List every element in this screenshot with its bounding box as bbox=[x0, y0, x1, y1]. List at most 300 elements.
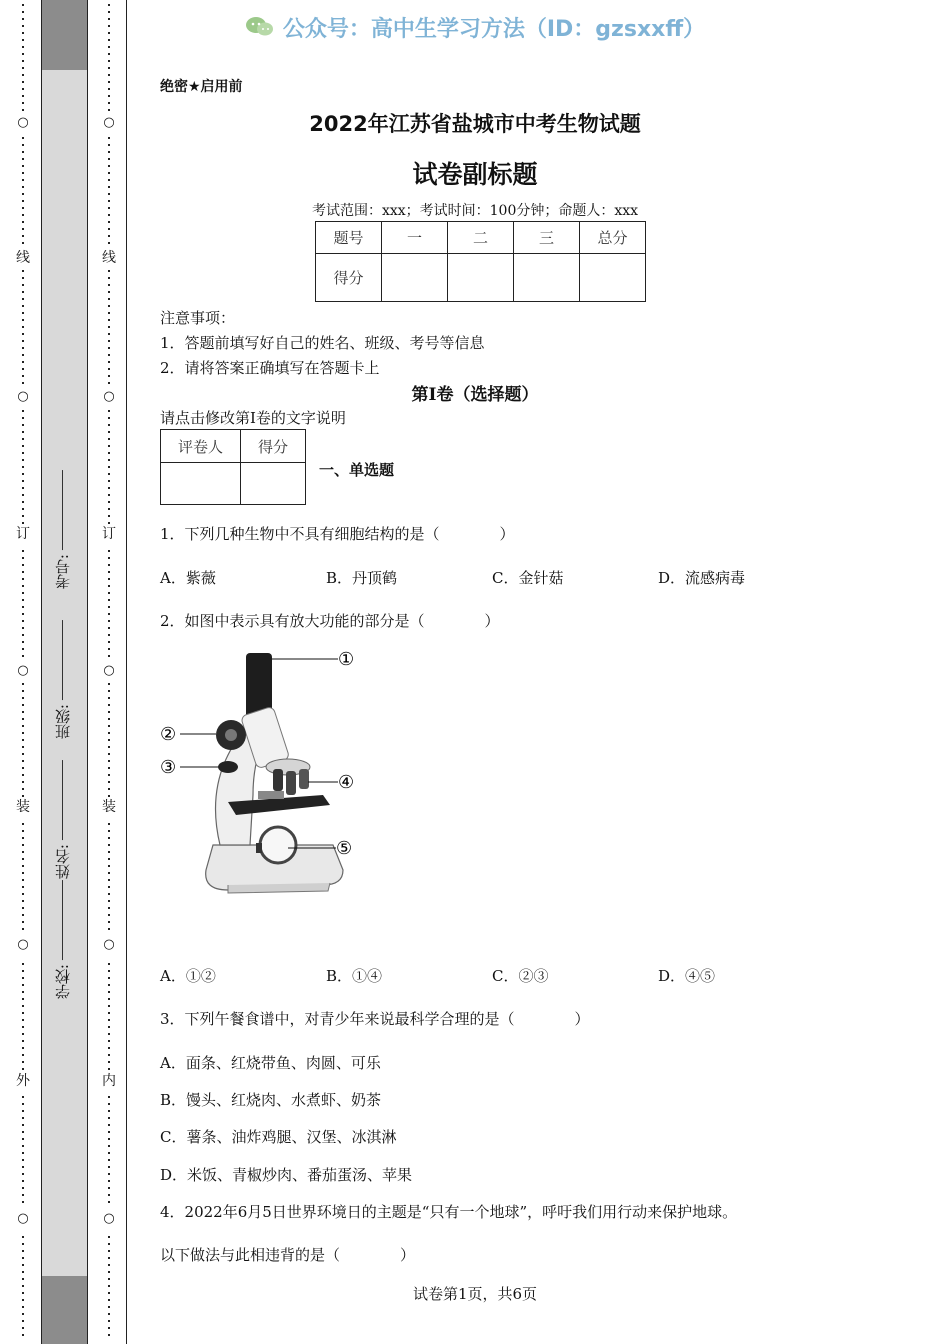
seal-dot bbox=[108, 1054, 110, 1056]
seal-dot bbox=[108, 102, 110, 104]
seal-dot bbox=[108, 1187, 110, 1189]
outer-mark-wai: 外 bbox=[16, 1073, 30, 1089]
seal-dot bbox=[22, 690, 24, 692]
seal-dot bbox=[108, 620, 110, 622]
seal-dot bbox=[22, 242, 24, 244]
seal-dot bbox=[22, 970, 24, 972]
seal-dot bbox=[108, 914, 110, 916]
seal-dot bbox=[22, 879, 24, 881]
seal-dot bbox=[108, 781, 110, 783]
inner-mark-xian: 线 bbox=[102, 250, 116, 266]
school-field[interactable] bbox=[52, 880, 82, 999]
seal-dot bbox=[22, 606, 24, 608]
label-5: ⑤ bbox=[336, 838, 353, 859]
seal-dot bbox=[22, 592, 24, 594]
question-1-option-c[interactable]: C．金针菇 bbox=[492, 569, 564, 587]
wechat-icon bbox=[245, 15, 275, 45]
seal-dot bbox=[22, 788, 24, 790]
seal-dot bbox=[108, 193, 110, 195]
seal-dot bbox=[108, 557, 110, 559]
section-title: 第I卷（选择题） bbox=[411, 385, 539, 405]
seal-dot bbox=[108, 1306, 110, 1308]
seal-dot bbox=[22, 326, 24, 328]
seal-dot bbox=[22, 781, 24, 783]
inner-circle-2: ○ bbox=[103, 389, 115, 404]
seal-dot bbox=[22, 641, 24, 643]
seal-dot bbox=[22, 291, 24, 293]
seal-dot bbox=[108, 858, 110, 860]
seal-dot bbox=[108, 53, 110, 55]
outer-circle-1: ○ bbox=[17, 115, 29, 130]
seal-dot bbox=[22, 613, 24, 615]
seal-dot bbox=[108, 970, 110, 972]
inner-circle-4: ○ bbox=[103, 937, 115, 952]
seal-dot bbox=[108, 340, 110, 342]
seal-dot bbox=[22, 347, 24, 349]
seal-dot bbox=[108, 326, 110, 328]
seal-dot bbox=[108, 879, 110, 881]
outer-circle-3: ○ bbox=[17, 663, 29, 678]
seal-dot bbox=[108, 1096, 110, 1098]
grader-score-header: 得分 bbox=[241, 430, 306, 463]
seal-dot bbox=[108, 368, 110, 370]
seal-dot bbox=[108, 991, 110, 993]
seal-dot bbox=[108, 1152, 110, 1154]
seal-dot bbox=[108, 284, 110, 286]
seal-dot bbox=[108, 704, 110, 706]
seal-dot bbox=[22, 550, 24, 552]
seal-dot bbox=[22, 487, 24, 489]
seal-dot bbox=[108, 431, 110, 433]
seal-dot bbox=[108, 466, 110, 468]
inner-mark-nei: 内 bbox=[102, 1073, 116, 1089]
question-2-option-c[interactable]: C．②③ bbox=[492, 967, 549, 985]
seal-dot bbox=[22, 438, 24, 440]
seal-dot bbox=[22, 4, 24, 6]
grader-score-cell[interactable] bbox=[241, 463, 306, 505]
seal-dot bbox=[108, 599, 110, 601]
coarse-knob-center bbox=[225, 729, 237, 741]
outer-mark-xian: 线 bbox=[16, 250, 30, 266]
seal-dot bbox=[22, 1068, 24, 1070]
seal-dot bbox=[108, 872, 110, 874]
seal-dot bbox=[22, 872, 24, 874]
seal-dot bbox=[22, 319, 24, 321]
seal-dot bbox=[108, 1180, 110, 1182]
question-2-option-d[interactable]: D．④⑤ bbox=[658, 967, 716, 985]
seal-dot bbox=[22, 417, 24, 419]
seal-dot bbox=[22, 865, 24, 867]
seal-dot bbox=[22, 1040, 24, 1042]
seal-dot bbox=[22, 1026, 24, 1028]
class-field[interactable] bbox=[52, 620, 82, 739]
seal-dot bbox=[108, 634, 110, 636]
exam-subtitle: 试卷副标题 bbox=[412, 160, 538, 189]
seal-dot bbox=[22, 900, 24, 902]
seal-dot bbox=[108, 305, 110, 307]
grader-cell[interactable] bbox=[161, 463, 241, 505]
seal-dot bbox=[108, 1243, 110, 1245]
seal-dot bbox=[22, 1019, 24, 1021]
score-cell[interactable] bbox=[382, 254, 448, 302]
seal-dot bbox=[22, 1194, 24, 1196]
seal-dot bbox=[108, 1194, 110, 1196]
section-heading: 一、单选题 bbox=[319, 461, 395, 479]
seal-dot bbox=[22, 445, 24, 447]
seal-dot bbox=[108, 1012, 110, 1014]
seal-dot bbox=[22, 1131, 24, 1133]
seal-dot bbox=[108, 74, 110, 76]
seal-dot bbox=[22, 494, 24, 496]
exam-number-label: 考号: bbox=[54, 554, 72, 590]
seal-dot bbox=[22, 683, 24, 685]
seal-dot bbox=[108, 151, 110, 153]
seal-dot bbox=[22, 1117, 24, 1119]
seal-dot bbox=[108, 1173, 110, 1175]
seal-dot bbox=[108, 487, 110, 489]
seal-dot bbox=[108, 893, 110, 895]
grader-header: 评卷人 bbox=[161, 430, 241, 463]
seal-dot bbox=[108, 564, 110, 566]
seal-dot bbox=[108, 459, 110, 461]
seal-dot bbox=[108, 410, 110, 412]
seal-dot bbox=[22, 81, 24, 83]
seal-dot bbox=[22, 1033, 24, 1035]
seal-dot bbox=[108, 1110, 110, 1112]
grader-table bbox=[160, 429, 306, 505]
seal-dot bbox=[108, 823, 110, 825]
seal-dot bbox=[22, 1054, 24, 1056]
seal-dot bbox=[22, 1012, 24, 1014]
seal-dot bbox=[108, 683, 110, 685]
question-2-stem: 2．如图中表示具有放大功能的部分是（ ） bbox=[160, 612, 500, 630]
seal-dot bbox=[108, 1068, 110, 1070]
seal-dot bbox=[108, 641, 110, 643]
objective-lens bbox=[299, 769, 309, 789]
score-row-label: 得分 bbox=[316, 254, 382, 302]
seal-dot bbox=[108, 1278, 110, 1280]
seal-dot bbox=[108, 690, 110, 692]
seal-dot bbox=[108, 417, 110, 419]
seal-dot bbox=[22, 1320, 24, 1322]
seal-dot bbox=[22, 1250, 24, 1252]
question-3-option-c[interactable]: C．薯条、油炸鸡腿、汉堡、冰淇淋 bbox=[160, 1128, 397, 1146]
seal-dot bbox=[108, 1047, 110, 1049]
seal-dot bbox=[108, 760, 110, 762]
seal-dot bbox=[22, 991, 24, 993]
question-4-stem-continued: 以下做法与此相违背的是（ ） bbox=[160, 1246, 416, 1264]
seal-dot bbox=[108, 963, 110, 965]
question-3-stem: 3．下列午餐食谱中，对青少年来说最科学合理的是（ ） bbox=[160, 1010, 590, 1028]
seal-dot bbox=[22, 977, 24, 979]
seal-dot bbox=[22, 998, 24, 1000]
seal-dot bbox=[22, 907, 24, 909]
seal-dot bbox=[108, 1257, 110, 1259]
question-3-option-d[interactable]: D．米饭、青椒炒肉、番茄蛋汤、苹果 bbox=[160, 1166, 413, 1184]
seal-dot bbox=[22, 284, 24, 286]
question-2-option-b[interactable]: B．①④ bbox=[326, 967, 383, 985]
seal-dot bbox=[22, 886, 24, 888]
question-3-option-a[interactable]: A．面条、红烧带鱼、肉圆、可乐 bbox=[160, 1054, 381, 1072]
seal-dot bbox=[108, 291, 110, 293]
seal-dot bbox=[22, 1061, 24, 1063]
seal-dot bbox=[22, 95, 24, 97]
seal-dot bbox=[22, 1180, 24, 1182]
score-table bbox=[315, 221, 646, 302]
seal-dot bbox=[108, 648, 110, 650]
score-cell[interactable] bbox=[448, 254, 514, 302]
score-cell[interactable] bbox=[580, 254, 646, 302]
seal-dot bbox=[22, 921, 24, 923]
seal-dot bbox=[108, 739, 110, 741]
seal-dot bbox=[108, 270, 110, 272]
question-1-stem: 1．下列几种生物中不具有细胞结构的是（ ） bbox=[160, 525, 515, 543]
seal-dot bbox=[22, 1166, 24, 1168]
seal-dot bbox=[22, 739, 24, 741]
seal-dot bbox=[108, 585, 110, 587]
seal-dot bbox=[22, 1201, 24, 1203]
seal-dot bbox=[22, 228, 24, 230]
score-header-cell: 一 bbox=[382, 222, 448, 254]
class-label: 班级: bbox=[54, 704, 72, 740]
seal-dot bbox=[108, 1334, 110, 1336]
notice-item-2: 2．请将答案正确填写在答题卡上 bbox=[160, 359, 380, 377]
objective-lens bbox=[286, 771, 296, 795]
seal-dot bbox=[108, 375, 110, 377]
seal-dot bbox=[108, 1327, 110, 1329]
seal-dot bbox=[108, 480, 110, 482]
seal-dot bbox=[22, 1327, 24, 1329]
seal-dot bbox=[108, 1320, 110, 1322]
seal-dot bbox=[108, 347, 110, 349]
seal-dot bbox=[22, 718, 24, 720]
seal-dot bbox=[22, 1005, 24, 1007]
question-2-option-a[interactable]: A．①② bbox=[160, 967, 216, 985]
outer-circle-5: ○ bbox=[17, 1211, 29, 1226]
seal-dot bbox=[22, 571, 24, 573]
seal-dot bbox=[108, 221, 110, 223]
seal-dot bbox=[108, 844, 110, 846]
seal-dot bbox=[108, 606, 110, 608]
seal-dot bbox=[108, 95, 110, 97]
label-2: ② bbox=[160, 724, 177, 745]
mirror-hinge bbox=[256, 843, 262, 853]
seal-dot bbox=[22, 410, 24, 412]
seal-dot bbox=[108, 795, 110, 797]
question-4-stem: 4．2022年6月5日世界环境日的主题是“只有一个地球”，呼吁我们用行动来保护地球。 bbox=[160, 1203, 738, 1221]
seal-dot bbox=[22, 522, 24, 524]
seal-dot bbox=[108, 319, 110, 321]
watermark-text: 公众号：高中生学习方法（ID：gzsxxff） bbox=[282, 17, 706, 42]
seal-dot bbox=[108, 592, 110, 594]
seal-dot bbox=[108, 277, 110, 279]
seal-dot bbox=[22, 928, 24, 930]
seal-dot bbox=[108, 4, 110, 6]
microscope-figure bbox=[158, 645, 368, 900]
seal-dot bbox=[108, 928, 110, 930]
seal-dot bbox=[22, 1236, 24, 1238]
seal-dot bbox=[22, 984, 24, 986]
inner-circle-3: ○ bbox=[103, 663, 115, 678]
seal-dot bbox=[108, 1313, 110, 1315]
seal-dot bbox=[22, 1110, 24, 1112]
seal-dot bbox=[108, 1166, 110, 1168]
section-description: 请点击修改第I卷的文字说明 bbox=[160, 409, 346, 427]
seal-dot bbox=[22, 46, 24, 48]
seal-dot bbox=[22, 1278, 24, 1280]
seal-dot bbox=[108, 424, 110, 426]
question-3-option-b[interactable]: B．馒头、红烧肉、水煮虾、奶茶 bbox=[160, 1091, 382, 1109]
class-underline bbox=[63, 620, 64, 700]
seal-dot bbox=[22, 501, 24, 503]
seal-dot bbox=[22, 361, 24, 363]
name-field[interactable] bbox=[52, 760, 82, 879]
seal-dot bbox=[108, 753, 110, 755]
seal-dot bbox=[22, 711, 24, 713]
seal-dot bbox=[108, 746, 110, 748]
seal-dot bbox=[22, 1334, 24, 1336]
seal-dot bbox=[108, 522, 110, 524]
name-underline bbox=[63, 760, 64, 840]
seal-dot bbox=[22, 354, 24, 356]
seal-dot bbox=[22, 578, 24, 580]
seal-dot bbox=[108, 1264, 110, 1266]
seal-dot bbox=[108, 732, 110, 734]
seal-dot bbox=[108, 921, 110, 923]
outer-circle-4: ○ bbox=[17, 937, 29, 952]
seal-dot bbox=[108, 550, 110, 552]
seal-dot bbox=[108, 515, 110, 517]
seal-dot bbox=[22, 795, 24, 797]
seal-dot bbox=[22, 1243, 24, 1245]
seal-dot bbox=[22, 459, 24, 461]
notice-title: 注意事项： bbox=[160, 309, 236, 327]
seal-dot bbox=[22, 648, 24, 650]
seal-dot bbox=[108, 865, 110, 867]
seal-dot bbox=[22, 767, 24, 769]
seal-dot bbox=[22, 557, 24, 559]
seal-dot bbox=[108, 508, 110, 510]
seal-dot bbox=[108, 1026, 110, 1028]
seal-dot bbox=[22, 424, 24, 426]
seal-dot bbox=[108, 1159, 110, 1161]
inner-circle-1: ○ bbox=[103, 115, 115, 130]
seal-dot bbox=[108, 886, 110, 888]
seal-dot bbox=[108, 655, 110, 657]
seal-dot bbox=[108, 1103, 110, 1105]
mirror bbox=[260, 827, 296, 863]
seal-dot bbox=[22, 564, 24, 566]
seal-dot bbox=[22, 851, 24, 853]
school-underline bbox=[63, 880, 64, 960]
seal-dot bbox=[108, 361, 110, 363]
seal-dot bbox=[108, 81, 110, 83]
score-header-cell: 题号 bbox=[316, 222, 382, 254]
seal-dot bbox=[22, 1173, 24, 1175]
inner-mark-zhuang: 装 bbox=[102, 799, 116, 815]
seal-dot bbox=[108, 774, 110, 776]
seal-dot bbox=[22, 1096, 24, 1098]
seal-dot bbox=[108, 67, 110, 69]
seal-dot bbox=[108, 1271, 110, 1273]
question-1-option-d[interactable]: D．流感病毒 bbox=[658, 569, 746, 587]
seal-dot bbox=[22, 620, 24, 622]
seal-dot bbox=[108, 1040, 110, 1042]
fine-knob bbox=[218, 761, 238, 773]
objective-lens bbox=[273, 769, 283, 791]
outer-mark-ding: 订 bbox=[16, 526, 30, 542]
seal-dot bbox=[22, 844, 24, 846]
seal-dot bbox=[22, 515, 24, 517]
question-1-option-b[interactable]: B．丹顶鹤 bbox=[326, 569, 398, 587]
score-header-cell: 总分 bbox=[580, 222, 646, 254]
seal-dot bbox=[108, 1201, 110, 1203]
exam-title: 2022年江苏省盐城市中考生物试题 bbox=[309, 112, 641, 136]
seal-dot bbox=[22, 298, 24, 300]
seal-dot bbox=[22, 151, 24, 153]
seal-dot bbox=[22, 452, 24, 454]
seal-dot bbox=[108, 578, 110, 580]
seal-dot bbox=[22, 585, 24, 587]
page-footer: 试卷第1页，共6页 bbox=[412, 1285, 538, 1303]
seal-dot bbox=[22, 340, 24, 342]
seal-dot bbox=[108, 452, 110, 454]
seal-dot bbox=[22, 1124, 24, 1126]
seal-dot bbox=[22, 1271, 24, 1273]
score-cell[interactable] bbox=[514, 254, 580, 302]
outer-circle-2: ○ bbox=[17, 389, 29, 404]
seal-dot bbox=[22, 914, 24, 916]
seal-dot bbox=[22, 1306, 24, 1308]
seal-dot bbox=[22, 753, 24, 755]
seal-dot bbox=[108, 1033, 110, 1035]
notice-item-1: 1．答题前填写好自己的姓名、班级、考号等信息 bbox=[160, 334, 485, 352]
confidential-label: 绝密★启用前 bbox=[160, 79, 243, 95]
seal-dot bbox=[22, 193, 24, 195]
outer-mark-zhuang: 装 bbox=[16, 799, 30, 815]
seal-dot bbox=[108, 438, 110, 440]
seal-dot bbox=[22, 823, 24, 825]
seal-dot bbox=[108, 1138, 110, 1140]
seal-dot bbox=[22, 1138, 24, 1140]
seal-dot bbox=[22, 704, 24, 706]
seal-dot bbox=[22, 1145, 24, 1147]
seal-dot bbox=[108, 767, 110, 769]
seal-dot bbox=[108, 900, 110, 902]
seal-dot bbox=[108, 312, 110, 314]
seal-dot bbox=[22, 235, 24, 237]
exam-number-field[interactable] bbox=[52, 470, 82, 589]
seal-dot bbox=[22, 508, 24, 510]
seal-dot bbox=[22, 270, 24, 272]
seal-dot bbox=[108, 235, 110, 237]
seal-dot bbox=[22, 725, 24, 727]
question-1-option-a[interactable]: A．紫薇 bbox=[160, 569, 216, 587]
seal-dot bbox=[108, 1019, 110, 1021]
name-label: 姓名: bbox=[54, 844, 72, 880]
seal-dot bbox=[108, 977, 110, 979]
exam-info: 考试范围：xxx；考试时间：100分钟；命题人：xxx bbox=[311, 203, 639, 219]
seal-dot bbox=[22, 102, 24, 104]
seal-dot bbox=[22, 88, 24, 90]
seal-dot bbox=[108, 88, 110, 90]
seal-dot bbox=[22, 732, 24, 734]
label-4: ④ bbox=[338, 772, 355, 793]
watermark bbox=[0, 12, 950, 45]
school-label: 学校: bbox=[54, 964, 72, 1000]
seal-dot bbox=[108, 1145, 110, 1147]
seal-dot bbox=[22, 221, 24, 223]
